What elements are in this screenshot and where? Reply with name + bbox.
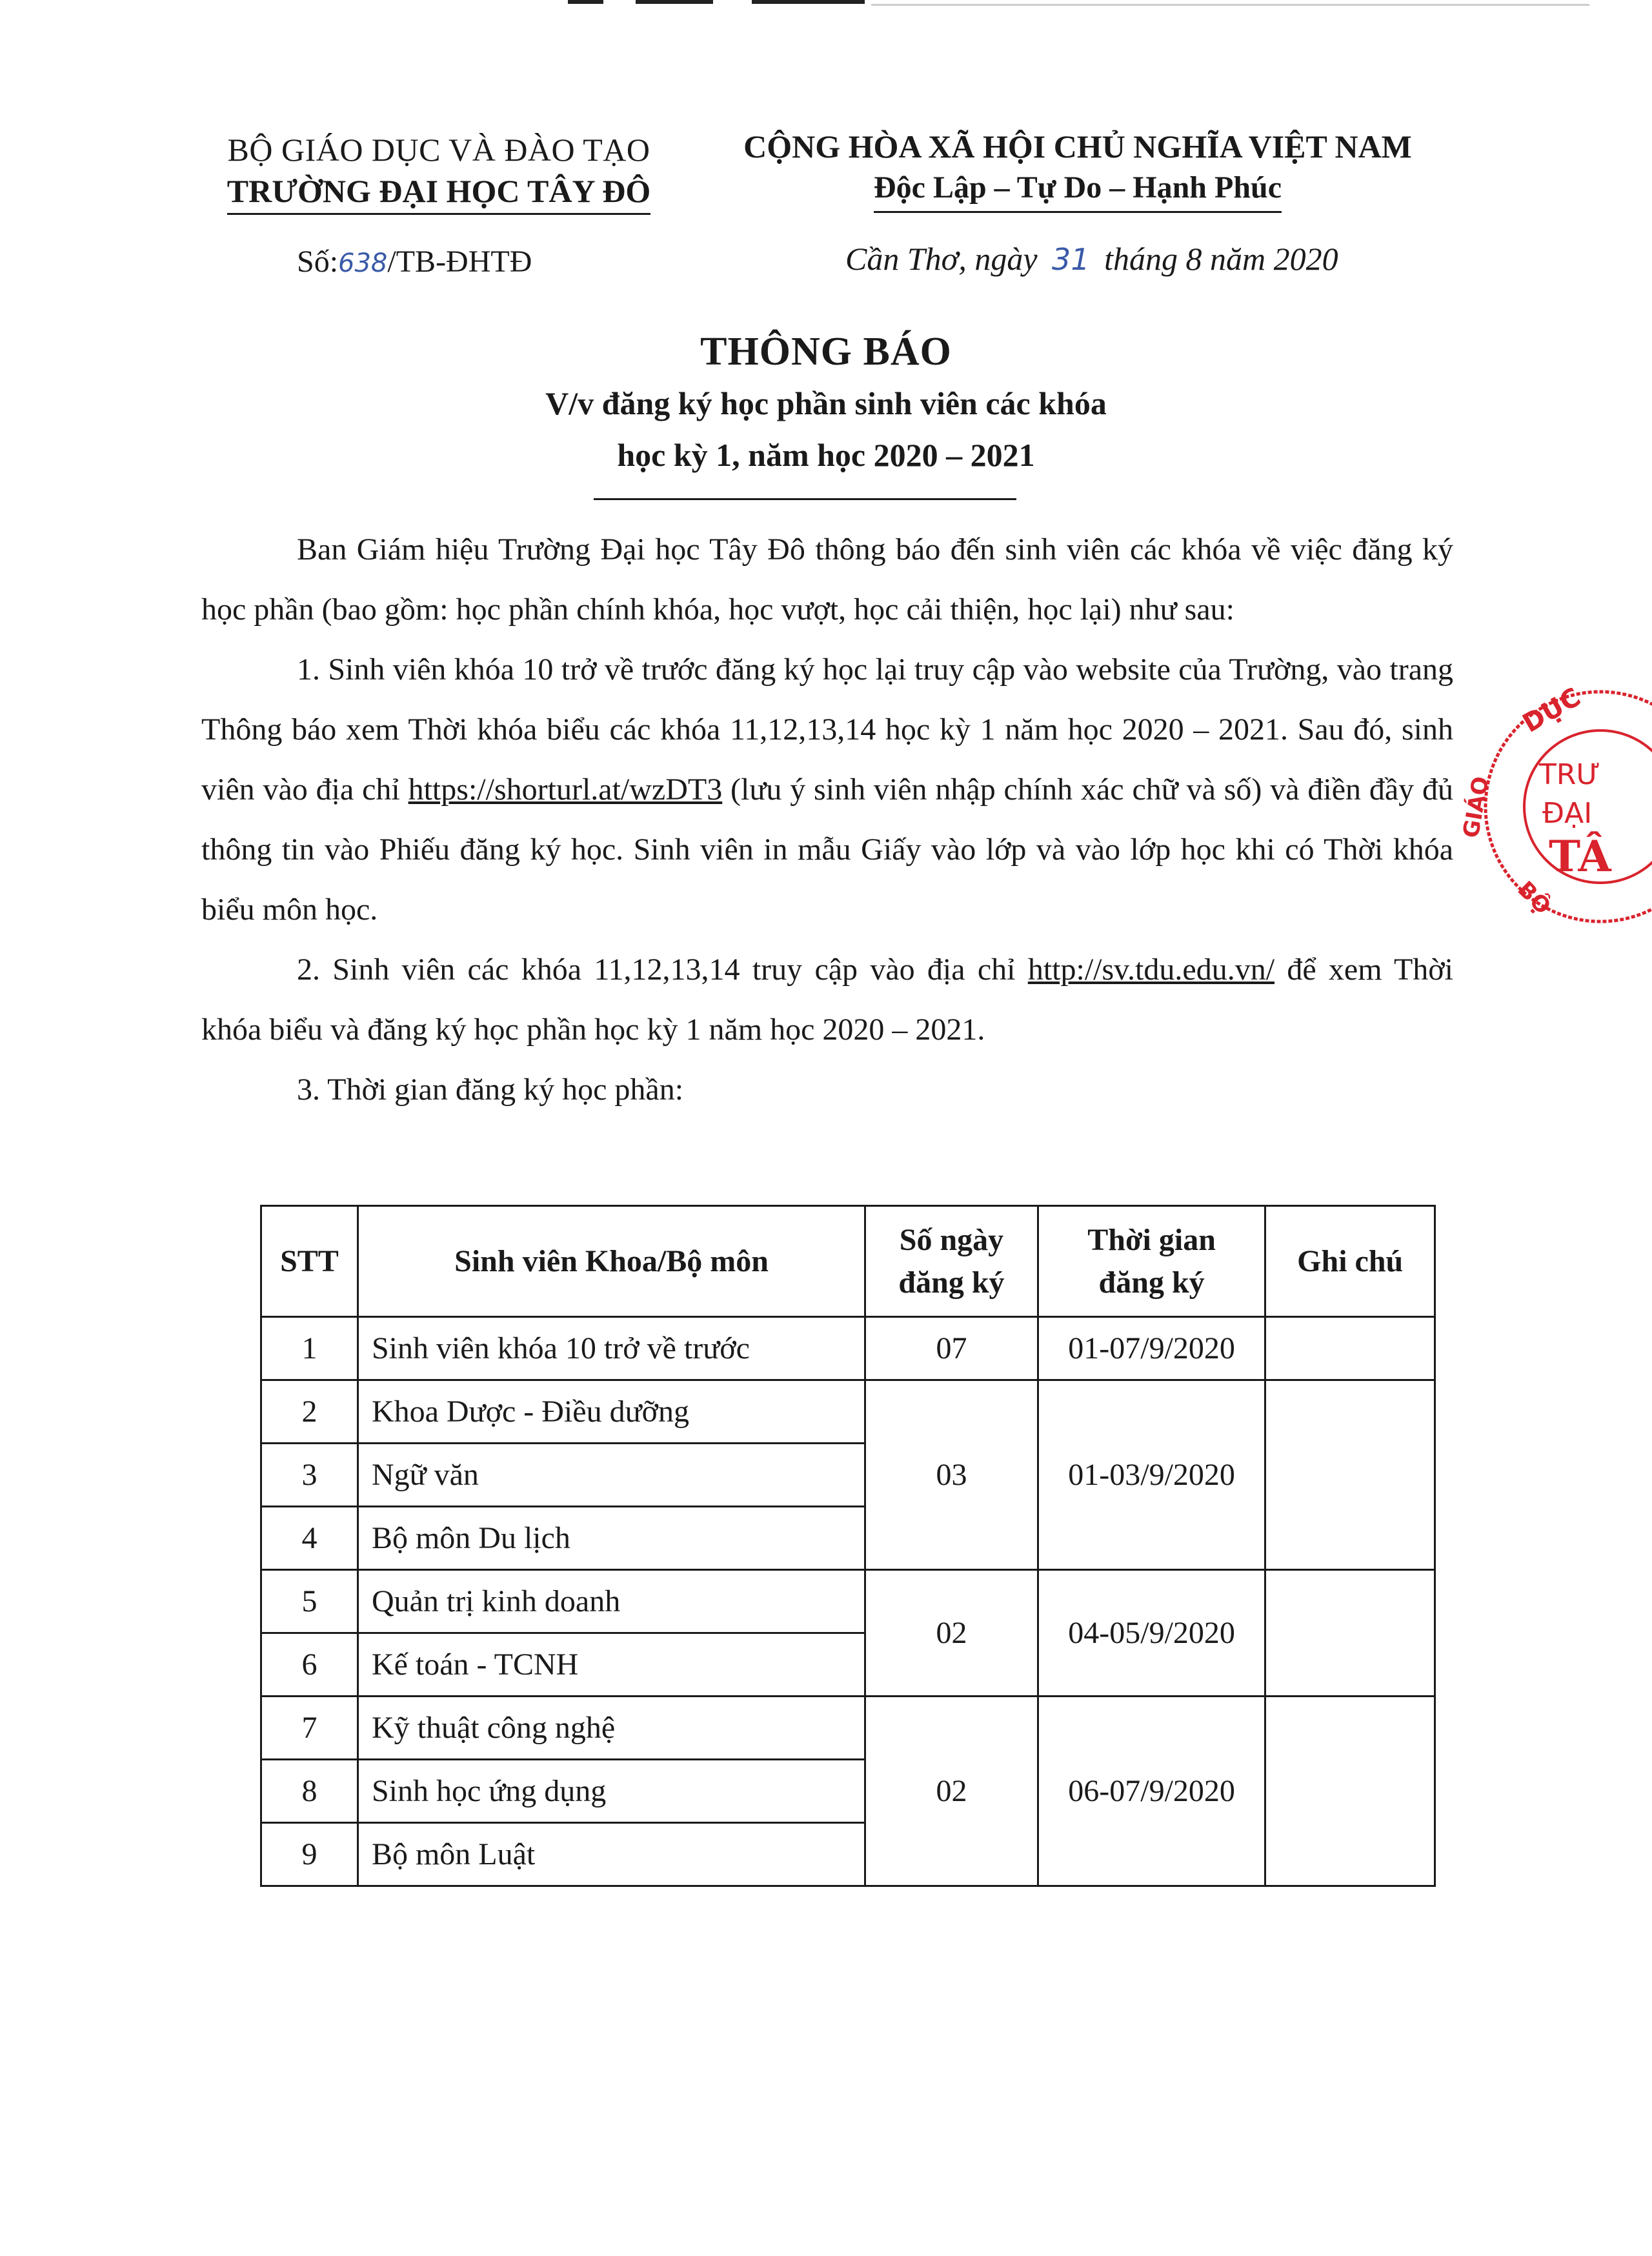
row-stt: 1: [261, 1317, 358, 1380]
row-dept: Ngữ văn: [358, 1444, 865, 1507]
student-portal-link[interactable]: http://sv.tdu.edu.vn/: [1027, 952, 1275, 987]
date-prefix: Cần Thơ, ngày: [845, 241, 1038, 277]
row-stt: 2: [261, 1380, 358, 1444]
row-dept: Quản trị kinh doanh: [358, 1570, 865, 1633]
registration-schedule-table: [260, 1205, 1436, 1887]
university-name: TRƯỜNG ĐẠI HỌC TÂY ĐÔ: [227, 170, 651, 215]
document-number-prefix: Số:: [297, 245, 339, 279]
seal-text-inner-2: ĐẠI: [1542, 797, 1593, 830]
scan-mark: [568, 0, 603, 4]
group-days: 07: [865, 1317, 1038, 1380]
group-period: 06-07/9/2020: [1038, 1697, 1265, 1886]
scan-edge-line: [871, 4, 1589, 6]
notice-title: THÔNG BÁO: [700, 330, 952, 374]
row-dept: Kế toán - TCNH: [358, 1633, 865, 1697]
issuer-block: [194, 129, 684, 215]
header-note: Ghi chú: [1265, 1206, 1435, 1317]
row-stt: 6: [261, 1633, 358, 1697]
group-note: [1265, 1380, 1435, 1570]
notice-subject-line-1: V/v đăng ký học phần sinh viên các khóa: [545, 385, 1107, 421]
header-period: Thời gian đăng ký: [1038, 1206, 1265, 1317]
item-1-text: 1. Sinh viên khóa 10 trở về trước đăng ký học lại truy cập vào website của Trường, vào trang Thông báo xem Thời khóa biểu các khóa 11,12,13,14 học kỳ 1 năm học 2020 – 2021. Sau đó, sinh viên vào địa chỉ: [201, 652, 1453, 807]
document-number-handwritten: 638: [338, 248, 388, 278]
ministry-name: BỘ GIÁO DỤC VÀ ĐÀO TẠO: [227, 132, 650, 168]
seal-text-inner-3: TÂ: [1549, 831, 1611, 881]
header-stt: STT: [261, 1206, 358, 1317]
seal-text-left: GIÁO: [1458, 774, 1495, 840]
registration-form-link[interactable]: https://shorturl.at/wzDT3: [408, 772, 723, 807]
republic-name: CỘNG HÒA XÃ HỘI CHỦ NGHĨA VIỆT NAM: [743, 128, 1412, 165]
university-seal-stamp: [1446, 678, 1652, 936]
row-dept: Sinh học ứng dụng: [358, 1760, 865, 1823]
row-stt: 5: [261, 1570, 358, 1633]
title-underline: [594, 498, 1016, 500]
row-stt: 3: [261, 1444, 358, 1507]
header-days: Số ngày đăng ký: [865, 1206, 1038, 1317]
item-1-paragraph: [201, 640, 1453, 940]
table-row: [261, 1380, 1435, 1444]
item-3-paragraph: 3. Thời gian đăng ký học phần:: [297, 1073, 684, 1107]
intro-paragraph: Ban Giám hiệu Trường Đại học Tây Đô thông báo đến sinh viên các khóa về việc đăng ký học phần (bao gồm: học phần chính khóa, học vượt, học cải thiện, học lại) như sau:: [201, 532, 1453, 627]
group-period: 01-07/9/2020: [1038, 1317, 1265, 1380]
item-1-text-cont: (lưu ý sinh viên nhập chính xác chữ và số) và điền đầy đủ thông tin vào Phiếu đăng ký học. Sinh viên in mẫu Giấy vào lớp và vào lớp học khi có Thời khóa biểu môn học.: [201, 772, 1454, 927]
seal-text-inner-1: TRƯ: [1539, 758, 1601, 791]
group-days: 02: [865, 1570, 1038, 1697]
row-stt: 8: [261, 1760, 358, 1823]
notice-body: [201, 519, 1453, 1120]
group-note: [1265, 1697, 1435, 1886]
group-days: 03: [865, 1380, 1038, 1570]
row-dept: Khoa Dược - Điều dưỡng: [358, 1380, 865, 1444]
scan-mark: [752, 0, 865, 4]
group-period: 01-03/9/2020: [1038, 1380, 1265, 1570]
table-row: [261, 1317, 1435, 1380]
group-period: 04-05/9/2020: [1038, 1570, 1265, 1697]
notice-title-block: [452, 326, 1200, 481]
row-stt: 4: [261, 1507, 358, 1570]
date-day-handwritten: 31: [1052, 242, 1090, 277]
table-row: [261, 1570, 1435, 1633]
document-number: [297, 244, 532, 279]
seal-text-top: DỤC: [1518, 682, 1586, 739]
item-2-text-cont: để xem Thời khóa biểu và đăng ký học phần học kỳ 1 năm học 2020 – 2021.: [201, 952, 1454, 1047]
row-stt: 9: [261, 1823, 358, 1886]
issue-date: [845, 240, 1338, 277]
scan-mark: [636, 0, 713, 4]
national-header: [703, 126, 1452, 213]
item-2-paragraph: [201, 940, 1453, 1060]
row-dept: Kỹ thuật công nghệ: [358, 1697, 865, 1760]
national-motto: Độc Lập – Tự Do – Hạnh Phúc: [874, 167, 1282, 213]
group-note: [1265, 1317, 1435, 1380]
row-stt: 7: [261, 1697, 358, 1760]
row-dept: Bộ môn Du lịch: [358, 1507, 865, 1570]
table-row: [261, 1697, 1435, 1760]
group-note: [1265, 1570, 1435, 1697]
document-number-suffix: /TB-ĐHTĐ: [387, 245, 532, 279]
header-dept: Sinh viên Khoa/Bộ môn: [358, 1206, 865, 1317]
row-dept: Sinh viên khóa 10 trở về trước: [358, 1317, 865, 1380]
row-dept: Bộ môn Luật: [358, 1823, 865, 1886]
notice-subject-line-2: học kỳ 1, năm học 2020 – 2021: [617, 437, 1035, 473]
table-header-row: [261, 1206, 1435, 1317]
item-2-text: 2. Sinh viên các khóa 11,12,13,14 truy cập vào địa chỉ: [297, 952, 1016, 987]
date-suffix: tháng 8 năm 2020: [1104, 241, 1338, 277]
group-days: 02: [865, 1697, 1038, 1886]
seal-text-bottom: BỘ: [1512, 876, 1556, 920]
